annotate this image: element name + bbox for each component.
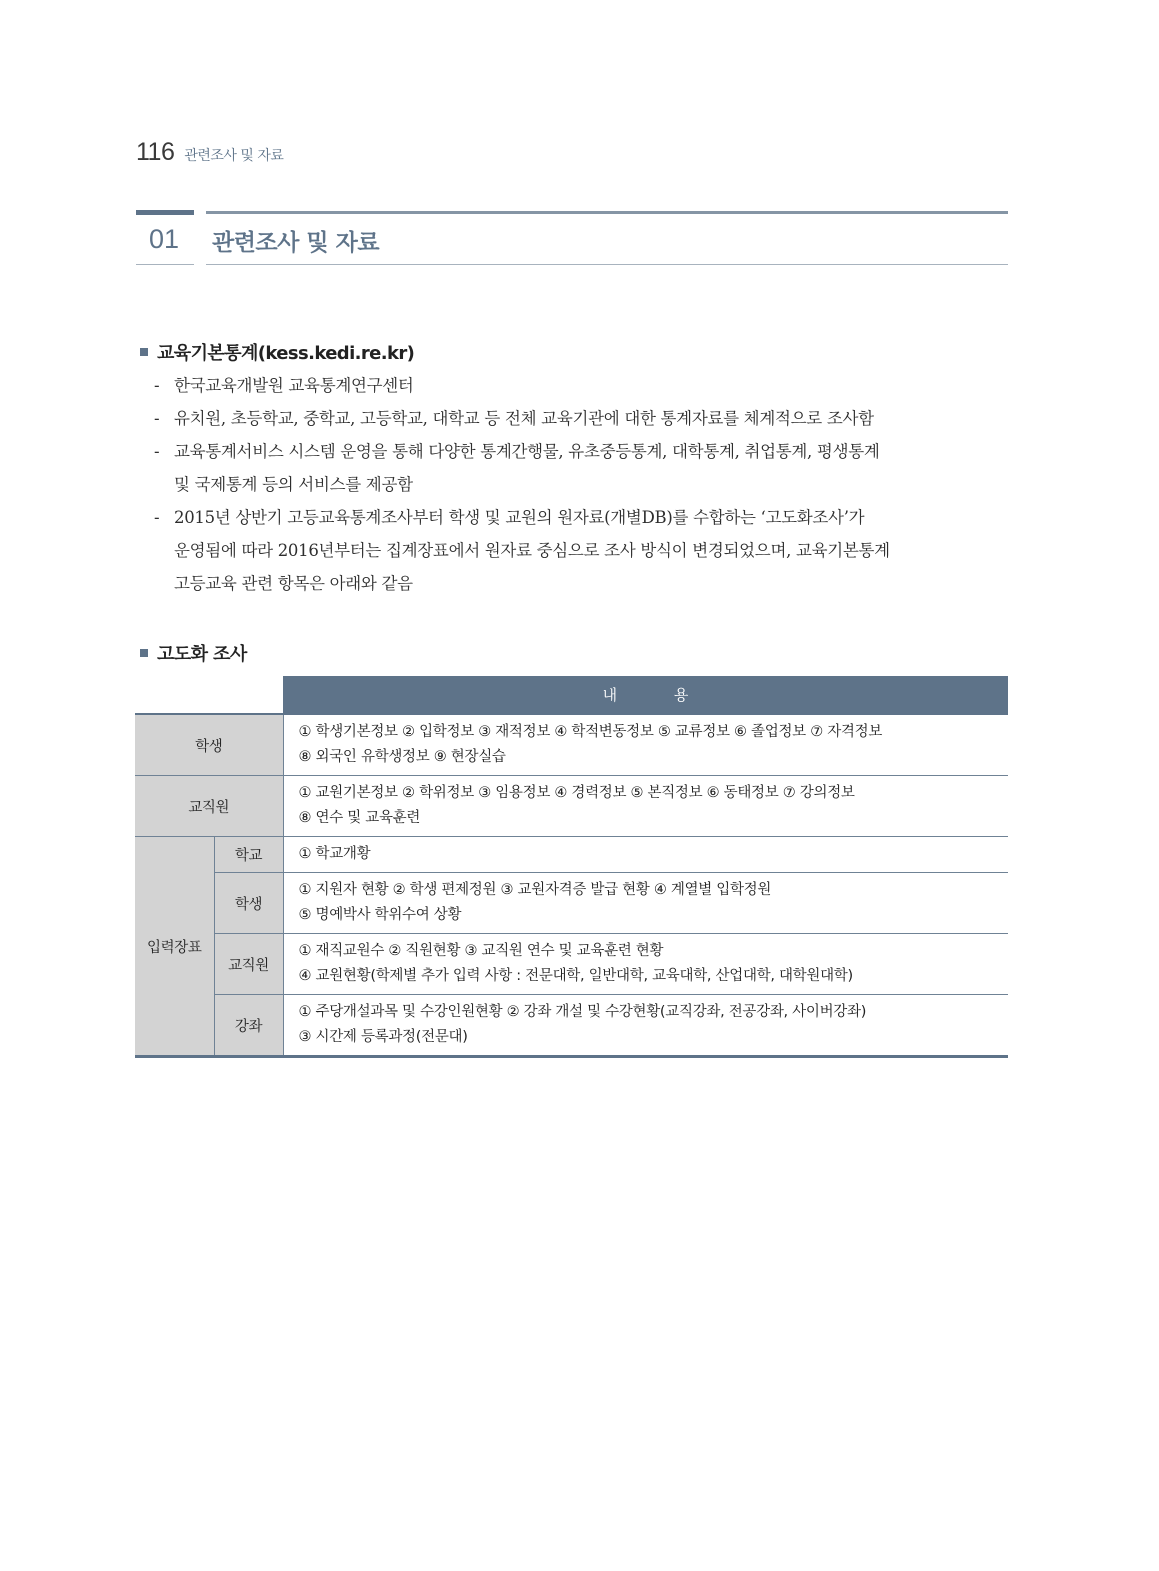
row-content xyxy=(283,873,1008,934)
list-item: - 유치원, 초등학교, 중학교, 고등학교, 대학교 등 전체 교육기관에 대한 통계자료를 체계적으로 조사함 xyxy=(154,402,1010,435)
bullet-line: 및 국제통계 등의 서비스를 제공함 xyxy=(174,475,413,494)
content-line: ① 학교개황 xyxy=(298,846,371,862)
row-subcategory: 교직원 xyxy=(214,934,283,995)
running-header-title: 관련조사 및 자료 xyxy=(184,148,284,164)
content-line: ④ 교원현황(학제별 추가 입력 사항 : 전문대학, 일반대학, 교육대학, 산업대학, 대학원대학) xyxy=(298,968,853,984)
content-line: ③ 시간제 등록과정(전문대) xyxy=(298,1029,468,1045)
content-line: ① 주당개설과목 및 수강인원현황 ② 강좌 개설 및 수강현황(교직강좌, 전공강좌, 사이버강좌) xyxy=(298,1004,867,1020)
section-rule-left xyxy=(136,210,194,215)
section-underline-right xyxy=(206,264,1008,265)
subheading-kess xyxy=(140,339,414,365)
content-line: ① 재직교원수 ② 직원현황 ③ 교직원 연수 및 교육훈련 현황 xyxy=(298,943,664,959)
subheading-kess-text: 교육기본통계(kess.kedi.re.kr) xyxy=(157,343,415,364)
table-row xyxy=(135,837,1008,873)
table-header-row xyxy=(135,676,1008,714)
row-content xyxy=(283,714,1008,776)
square-bullet-icon xyxy=(140,348,148,356)
survey-table xyxy=(135,676,1008,1058)
row-content xyxy=(283,934,1008,995)
row-category: 학생 xyxy=(135,714,283,776)
row-category: 교직원 xyxy=(135,776,283,837)
list-item: - 교육통계서비스 시스템 운영을 통해 다양한 통계간행물, 유초중등통계, 대학통계, 취업통계, 평생통계 및 국제통계 등의 서비스를 제공함 xyxy=(154,435,1010,501)
table-row xyxy=(135,776,1008,837)
row-category: 입력장표 xyxy=(135,837,214,1057)
bullet-line: 교육통계서비스 시스템 운영을 통해 다양한 통계간행물, 유초중등통계, 대학통계, 취업통계, 평생통계 xyxy=(174,442,880,461)
table-row xyxy=(135,995,1008,1057)
running-header xyxy=(136,138,283,167)
bullet-line: 운영됨에 따라 2016년부터는 집계장표에서 원자료 중심으로 조사 방식이 변경되었으며, 교육기본통계 xyxy=(174,541,890,560)
table-row xyxy=(135,873,1008,934)
table-row xyxy=(135,714,1008,776)
subheading-advanced xyxy=(140,640,247,666)
section-rule-right xyxy=(206,211,1008,214)
row-subcategory: 학교 xyxy=(214,837,283,873)
content-line: ⑤ 명예박사 학위수여 상황 xyxy=(298,907,462,923)
square-bullet-icon xyxy=(140,649,148,657)
table-header-content: 내 용 xyxy=(283,676,1008,714)
row-subcategory: 강좌 xyxy=(214,995,283,1057)
bullet-line: 유치원, 초등학교, 중학교, 고등학교, 대학교 등 전체 교육기관에 대한 통계자료를 체계적으로 조사함 xyxy=(174,409,874,428)
row-content xyxy=(283,837,1008,873)
content-line: ① 교원기본정보 ② 학위정보 ③ 임용정보 ④ 경력정보 ⑤ 본직정보 ⑥ 동태정보 ⑦ 강의정보 xyxy=(298,785,855,801)
section-underline-left xyxy=(136,264,194,265)
row-content xyxy=(283,995,1008,1057)
bullet-line: 고등교육 관련 항목은 아래와 같음 xyxy=(174,574,413,593)
row-content xyxy=(283,776,1008,837)
section-number: 01 xyxy=(149,224,180,254)
content-line: ① 학생기본정보 ② 입학정보 ③ 재적정보 ④ 학적변동정보 ⑤ 교류정보 ⑥ 졸업정보 ⑦ 자격정보 xyxy=(298,724,883,740)
section-title: 관련조사 및 자료 xyxy=(212,230,380,256)
content-line: ⑧ 외국인 유학생정보 ⑨ 현장실습 xyxy=(298,749,506,765)
row-subcategory: 학생 xyxy=(214,873,283,934)
kess-bullet-list xyxy=(154,369,1010,600)
bullet-line: 2015년 상반기 고등교육통계조사부터 학생 및 교원의 원자료(개별DB)를 수합하는 ‘고도화조사’가 xyxy=(174,508,865,527)
content-line: ① 지원자 현황 ② 학생 편제정원 ③ 교원자격증 발급 현황 ④ 계열별 입학정원 xyxy=(298,882,772,898)
content-line: ⑧ 연수 및 교육훈련 xyxy=(298,810,421,826)
table-row xyxy=(135,934,1008,995)
list-item: - 2015년 상반기 고등교육통계조사부터 학생 및 교원의 원자료(개별DB)를 수합하는 ‘고도화조사’가 운영됨에 따라 2016년부터는 집계장표에서 원자료 중심으로 조사 방식이 변경되었으며, 교육기본통계 고등교육 관련 항목은 아래와 같음 xyxy=(154,501,1010,600)
table-header-blank xyxy=(135,676,283,714)
bullet-line: 한국교육개발원 교육통계연구센터 xyxy=(174,376,414,395)
list-item: - 한국교육개발원 교육통계연구센터 xyxy=(154,369,1010,402)
page-number: 116 xyxy=(136,138,175,166)
subheading-advanced-text: 고도화 조사 xyxy=(157,644,247,665)
